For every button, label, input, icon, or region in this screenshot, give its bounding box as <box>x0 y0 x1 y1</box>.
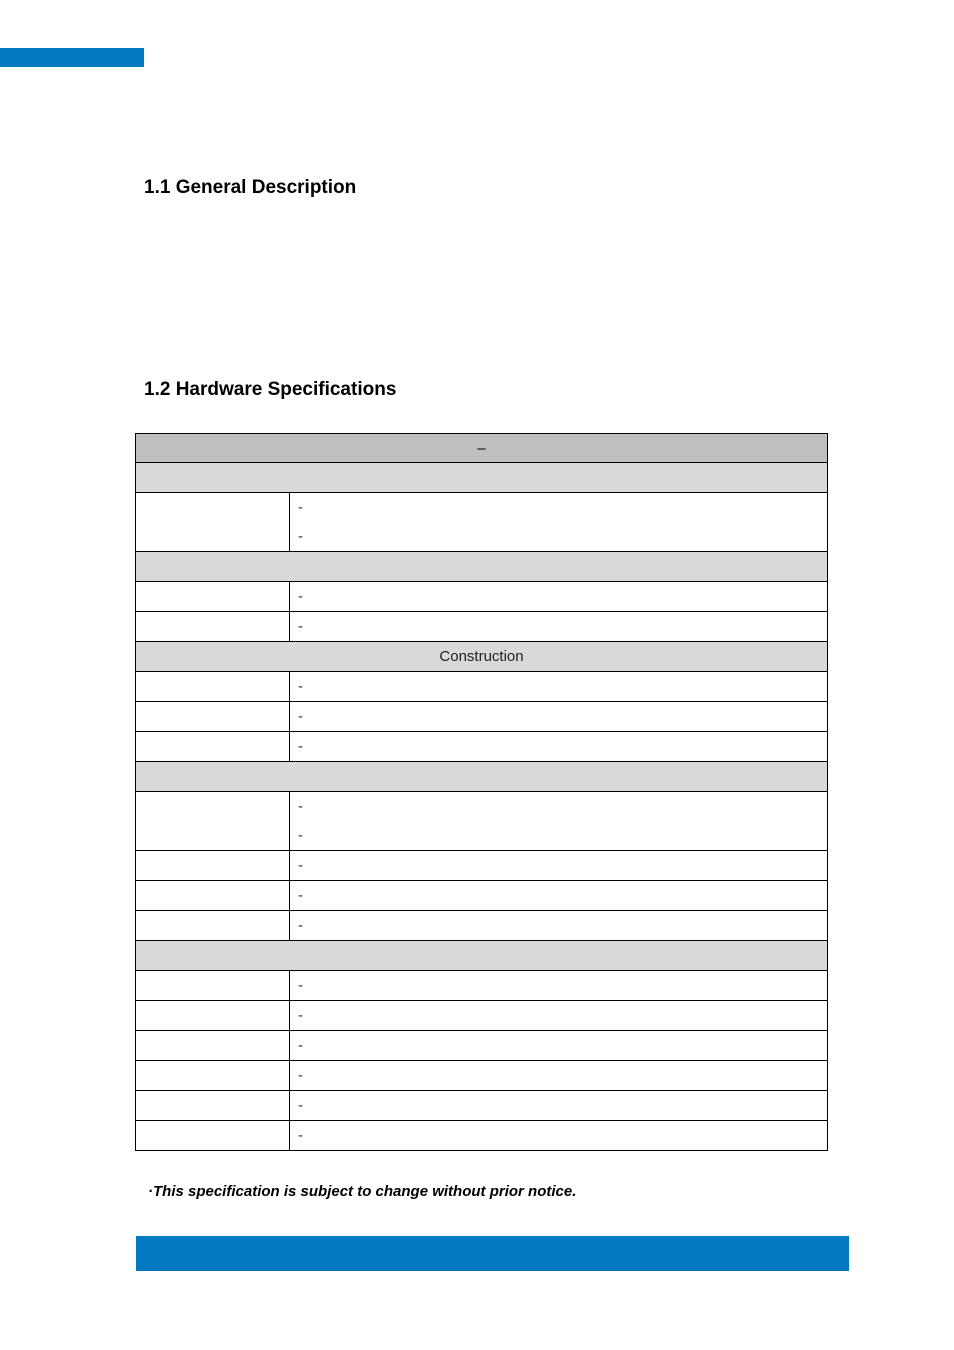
spec-section-name <box>136 463 828 493</box>
spec-value-line: - <box>298 1067 303 1084</box>
section-heading-general-description: 1.1 General Description <box>144 177 357 198</box>
spec-row-label <box>136 612 290 642</box>
spec-value-line: - <box>298 827 303 844</box>
spec-row-label <box>136 1031 290 1061</box>
spec-row-label <box>136 911 290 941</box>
spec-row-value <box>290 1001 828 1031</box>
spec-row-value <box>290 971 828 1001</box>
spec-row <box>136 1001 828 1031</box>
spec-value-line: - <box>298 1037 303 1054</box>
spec-change-footnote: ·This specification is subject to change without prior notice. <box>148 1183 577 1200</box>
spec-value-line: - <box>298 618 303 635</box>
spec-row-value <box>290 792 828 851</box>
spec-row-value <box>290 702 828 732</box>
spec-row <box>136 851 828 881</box>
spec-section-row <box>136 941 828 971</box>
spec-value-line: - <box>298 499 303 516</box>
spec-row <box>136 1031 828 1061</box>
spec-value-line: - <box>298 1007 303 1024</box>
spec-row-value <box>290 851 828 881</box>
spec-row-label <box>136 582 290 612</box>
spec-row-label <box>136 1091 290 1121</box>
spec-row <box>136 1061 828 1091</box>
spec-row-value <box>290 1061 828 1091</box>
spec-row-label <box>136 971 290 1001</box>
spec-value-line: - <box>298 917 303 934</box>
spec-value-line: - <box>298 887 303 904</box>
spec-section-name: Construction <box>136 642 828 672</box>
spec-row <box>136 881 828 911</box>
spec-value-line: - <box>298 588 303 605</box>
spec-table-body <box>136 434 828 1151</box>
spec-row-value <box>290 881 828 911</box>
spec-value-line: - <box>298 678 303 695</box>
spec-row-label <box>136 851 290 881</box>
spec-row-label <box>136 732 290 762</box>
spec-row-value <box>290 672 828 702</box>
spec-row-value <box>290 1091 828 1121</box>
spec-row-value <box>290 732 828 762</box>
spec-section-row <box>136 642 828 672</box>
spec-row <box>136 672 828 702</box>
spec-row <box>136 971 828 1001</box>
spec-section-row <box>136 463 828 493</box>
spec-value-line: - <box>298 857 303 874</box>
spec-row-value <box>290 612 828 642</box>
spec-section-name <box>136 762 828 792</box>
spec-row <box>136 911 828 941</box>
spec-value-line: - <box>298 798 303 815</box>
spec-value-line: - <box>298 977 303 994</box>
spec-section-row <box>136 552 828 582</box>
spec-section-row <box>136 762 828 792</box>
spec-row <box>136 612 828 642</box>
header-accent-tab <box>0 48 144 67</box>
spec-row <box>136 1121 828 1151</box>
spec-row-label <box>136 1061 290 1091</box>
spec-row-label <box>136 672 290 702</box>
spec-row-value <box>290 582 828 612</box>
spec-table-title-row <box>136 434 828 463</box>
spec-value-line: - <box>298 528 303 545</box>
spec-row <box>136 493 828 552</box>
spec-row-value <box>290 1121 828 1151</box>
spec-row <box>136 1091 828 1121</box>
section-heading-hardware-specifications: 1.2 Hardware Specifications <box>144 379 397 400</box>
spec-value-line: - <box>298 1127 303 1144</box>
spec-section-name <box>136 552 828 582</box>
spec-row-label <box>136 1121 290 1151</box>
spec-row <box>136 582 828 612</box>
spec-row <box>136 702 828 732</box>
spec-row-value <box>290 1031 828 1061</box>
spec-row-label <box>136 702 290 732</box>
hardware-spec-table <box>135 433 828 1151</box>
spec-table-title: – <box>136 434 828 463</box>
spec-section-name <box>136 941 828 971</box>
spec-value-line: - <box>298 738 303 755</box>
spec-row <box>136 792 828 851</box>
spec-row-value <box>290 911 828 941</box>
spec-row-label <box>136 1001 290 1031</box>
spec-row <box>136 732 828 762</box>
spec-row-label <box>136 493 290 552</box>
footer-accent-bar <box>136 1236 849 1271</box>
spec-row-label <box>136 792 290 851</box>
spec-row-value <box>290 493 828 552</box>
spec-value-line: - <box>298 1097 303 1114</box>
spec-row-label <box>136 881 290 911</box>
spec-value-line: - <box>298 708 303 725</box>
